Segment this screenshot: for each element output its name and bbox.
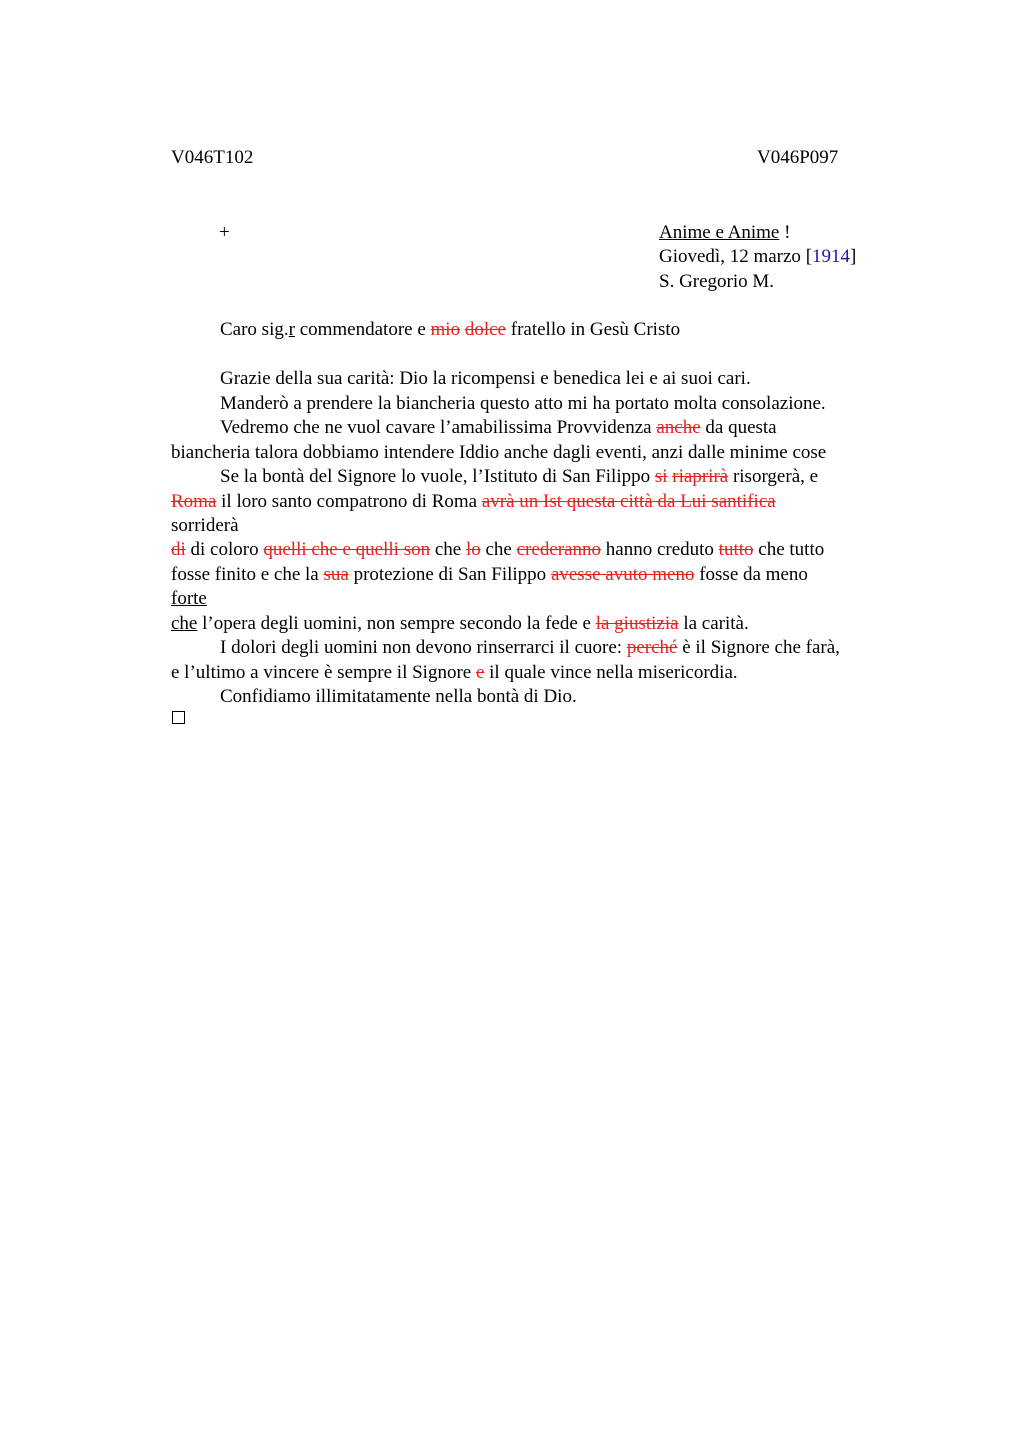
body-line	[171, 490, 776, 514]
text: che	[480, 539, 517, 560]
deletion: quelli che e quelli son	[263, 539, 431, 560]
year-editorial: 1914	[812, 246, 851, 267]
end-square-icon	[172, 711, 185, 724]
greeting	[220, 318, 680, 342]
body-line: sorriderà	[171, 515, 239, 536]
text: da questa	[700, 417, 777, 438]
greeting-text: commendatore e	[294, 319, 431, 340]
year-bracket-close: ]	[850, 246, 857, 267]
deletion: avesse avuto meno	[550, 564, 695, 585]
body-line	[171, 538, 824, 562]
text: Vedremo che ne vuol cavare l’amabilissima Provvidenza	[220, 417, 657, 438]
deletion: mio	[430, 319, 461, 340]
text: la carità.	[678, 613, 749, 634]
text: e l’ultimo a vincere è sempre il Signore	[171, 662, 476, 683]
body-line: biancheria talora dobbiamo intendere Iddio anche dagli eventi, anzi dalle minime cose	[171, 442, 827, 463]
text: che	[430, 539, 466, 560]
deletion: Roma	[171, 491, 217, 512]
deletion: di	[171, 539, 186, 560]
deletion: avrà un Ist questa città da Lui santifica	[481, 491, 776, 512]
deletion: crederanno	[516, 539, 602, 560]
text: di coloro	[185, 539, 264, 560]
date-text: Giovedì, 12 marzo	[659, 246, 806, 267]
deletion: perché	[626, 637, 678, 658]
deletion: riaprirà	[672, 466, 729, 487]
deletion: e	[475, 662, 485, 683]
text: il quale vince nella misericordia.	[484, 662, 738, 683]
text: Se la bontà del Signore lo vuole, l’Istituto di San Filippo	[220, 466, 655, 487]
year-bracket-open: [	[805, 246, 813, 267]
text: I dolori degli uomini non devono rinserrarci il cuore:	[220, 637, 627, 658]
deletion: dolce	[464, 319, 506, 340]
deletion: la giustizia	[595, 613, 679, 634]
greeting-superscript: r	[288, 319, 295, 340]
underlined-text: che	[171, 613, 198, 634]
deletion: si	[654, 466, 668, 487]
letter-saint: S. Gregorio M.	[659, 271, 775, 292]
body-line	[171, 661, 738, 685]
title-exclamation: !	[779, 222, 791, 243]
body-line	[171, 612, 749, 636]
page-code-right: V046P097	[757, 147, 839, 168]
deletion: tutto	[718, 539, 754, 560]
letter-date	[659, 245, 856, 269]
greeting-text: Caro sig.	[220, 319, 289, 340]
greeting-text: fratello in Gesù Cristo	[506, 319, 681, 340]
text: hanno creduto	[601, 539, 719, 560]
text: fosse finito e che la	[171, 564, 324, 585]
body-line: Manderò a prendere la biancheria questo atto mi ha portato molta consolazione.	[220, 393, 826, 414]
text: il loro santo compatrono di Roma	[216, 491, 482, 512]
title-underlined: Anime e Anime	[659, 222, 780, 243]
cross-mark: +	[219, 222, 230, 243]
page-code-left: V046T102	[171, 147, 254, 168]
body-line	[171, 563, 808, 587]
text: che tutto	[753, 539, 825, 560]
deletion: lo	[465, 539, 481, 560]
body-line	[220, 416, 777, 440]
text: protezione di San Filippo	[348, 564, 551, 585]
deletion: sua	[323, 564, 349, 585]
text: è il Signore che farà,	[677, 637, 840, 658]
letter-title	[659, 221, 790, 245]
body-line: Grazie della sua carità: Dio la ricompensi e benedica lei e ai suoi cari.	[220, 368, 751, 389]
body-line: forte	[171, 588, 207, 609]
body-line	[220, 465, 818, 489]
text: fosse da meno	[694, 564, 808, 585]
deletion: anche	[656, 417, 701, 438]
body-line	[220, 636, 840, 660]
text: risorgerà, e	[728, 466, 819, 487]
body-line: Confidiamo illimitatamente nella bontà di Dio.	[220, 686, 577, 707]
text: l’opera degli uomini, non sempre secondo la fede e	[197, 613, 596, 634]
